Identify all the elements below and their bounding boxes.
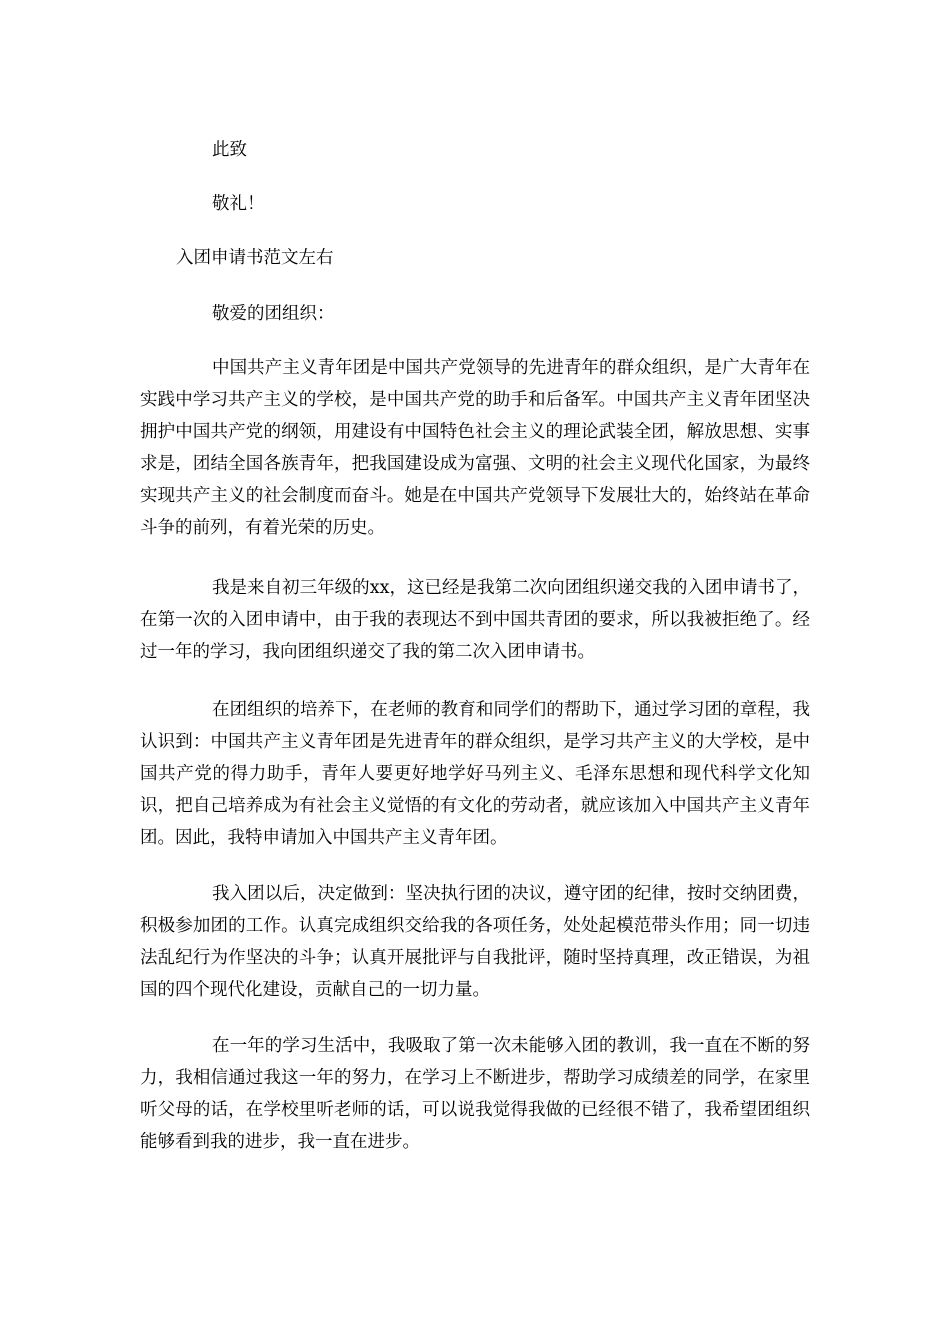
paragraph-2: 我是来自初三年级的xx，这已经是我第二次向团组织递交我的入团申请书了，在第一次的入团申请中，由于我的表现达不到中国共青团的要求，所以我被拒绝了。经过一年的学习，我向团组织递交了我的第二次入团申请书。 [140,578,810,662]
paragraph-3: 在团组织的培养下，在老师的教育和同学们的帮助下，通过学习团的章程，我认识到：中国共产主义青年团是先进青年的群众组织，是学习共产主义的大学校，是中国共产党的得力助手，青年人要更好地学好马列主义、毛泽东思想和现代科学文化知识，把自己培养成为有社会主义觉悟的有文化的劳动者，就应该加入中国共产主义青年团。因此，我特申请加入中国共产主义青年团。 [140,700,810,848]
paragraph-5: 在一年的学习生活中，我吸取了第一次未能够入团的教训，我一直在不断的努力，我相信通过我这一年的努力，在学习上不断进步，帮助学习成绩差的同学，在家里听父母的话，在学校里听老师的话，可以说我觉得我做的已经很不错了，我希望团组织能够看到我的进步，我一直在进步。 [140,1036,810,1152]
paragraph-1: 中国共产主义青年团是中国共产党领导的先进青年的群众组织，是广大青年在实践中学习共产主义的学校，是中国共产党的助手和后备军。中国共产主义青年团坚决拥护中国共产党的纲领，用建设有中国特色社会主义的理论武装全团，解放思想、实事求是，团结全国各族青年，把我国建设成为富强、文明的社会主义现代化国家，为最终实现共产主义的社会制度而奋斗。她是在中国共产党领导下发展壮大的，始终站在革命斗争的前列，有着光荣的历史。 [140,358,810,538]
closing-line-1: 此致 [212,140,247,160]
paragraph-4: 我入团以后，决定做到：坚决执行团的决议，遵守团的纪律，按时交纳团费，积极参加团的工作。认真完成组织交给我的各项任务，处处起模范带头作用；同一切违法乱纪行为作坚决的斗争；认真开展批评与自我批评，随时坚持真理，改正错误，为祖国的四个现代化建设，贡献自己的一切力量。 [140,884,810,1000]
salutation: 敬爱的团组织： [212,304,335,324]
document-heading: 入团申请书范文左右 [176,248,334,268]
closing-line-2: 敬礼！ [212,194,265,214]
